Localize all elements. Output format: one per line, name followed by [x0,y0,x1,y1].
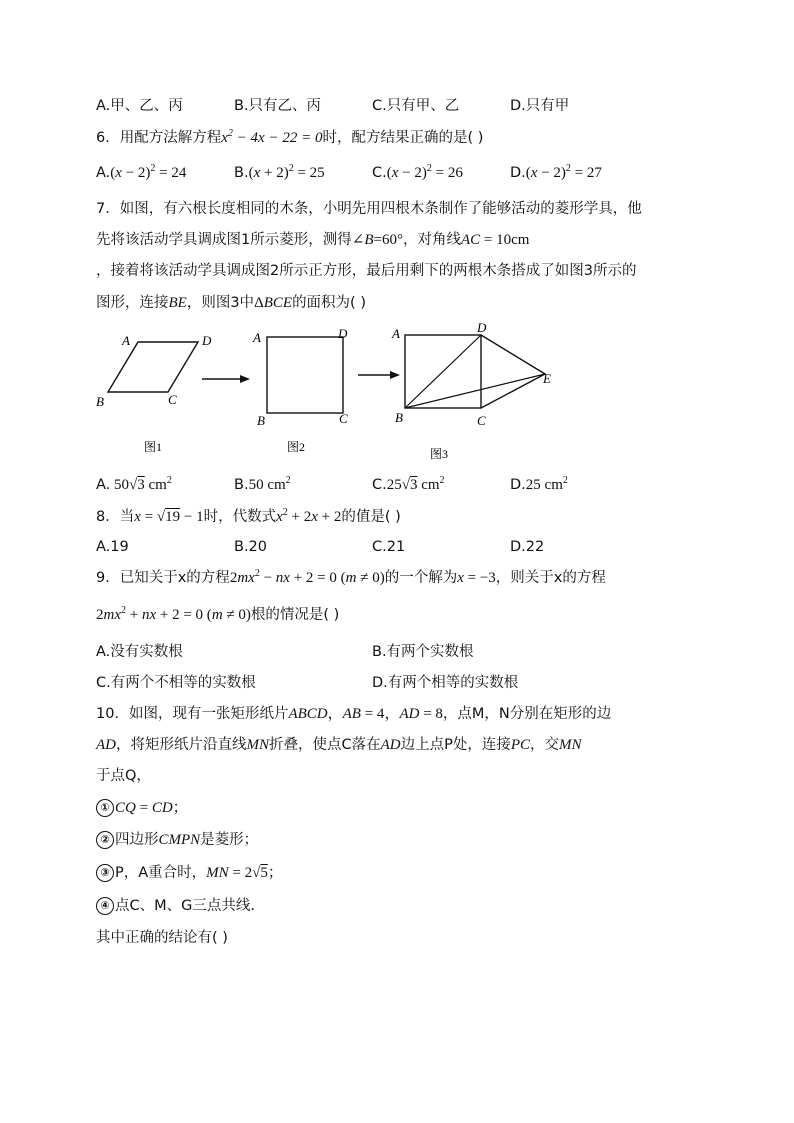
fig3-label-b: B [395,410,403,425]
q6-equation: $x^2 - 4x - 22 = 0$ [221,128,323,146]
fig3-diagonal-bd [405,335,481,408]
q6-suffix: 时，配方结果正确的是( ) [322,130,484,146]
fig2-label-d: D [338,326,348,341]
q9-line1: 9．已知关于x的方程$2mx^2$ − nx + 2 = 0 (m ≠ 0)的一个解为x = −3，则关于x的方程 [96,568,606,586]
q6-option-d: $D.(x - 2)^2 = 27$ [510,163,602,181]
fig3-label-a: A [392,326,400,341]
q8-option-b: B.20 [234,539,268,555]
fig2-square [267,337,343,413]
fig2-label-c: C [339,411,348,426]
q6-stem [96,128,483,148]
q8-option-c: C.21 [372,539,406,555]
q9-option-c: C.有两个不相等的实数根 [96,675,256,691]
q7-option-c: C.25√3 $cm^2$ [372,475,445,493]
q9-line2: $2mx^2$ + nx + 2 = 0 (m ≠ 0)根的情况是( ) [96,605,340,623]
q10-line1: 10．如图，现有一张矩形纸片ABCD，AB = 4，AD = 8，点M，N分别在矩形的边 [96,706,612,722]
q6-option-a: $A.(x - 2)^2 = 24$ [96,163,187,181]
fig3-label-d: D [477,320,487,335]
q10-final: 其中正确的结论有( ) [96,930,228,946]
q8-option-a: A.19 [96,539,129,555]
q7-option-a: A. 50√3 $cm^2$ [96,475,172,493]
q10-conclusion-2: ② 四边形CMPN是菱形； [96,830,258,850]
q7-option-b: B.50 $cm^2$ [234,475,291,493]
q8-stem: 8．当x = √19 − 1时，代数式$x^2 + 2x + 2$的值是( ) [96,507,401,525]
q8-option-d: D.22 [510,539,545,555]
q9-option-d: D.有两个相等的实数根 [372,675,519,691]
q9-option-b: B.有两个实数根 [372,644,474,660]
q7-line2: 先将该活动学具调成图1所示菱形，测得∠B=60°，对角线AC = 10cm [96,232,530,248]
q6-option-c: $C.(x - 2)^2 = 26$ [372,163,463,181]
fig3-label-e: E [543,371,551,386]
arrow-1-head [240,375,250,383]
arrow-2-head [390,371,400,379]
q7-line3: ，接着将该活动学具调成图2所示正方形，最后用剩下的两根木条搭成了如图3所示的 [96,263,637,279]
fig2-label-a: A [253,330,261,345]
fig1-label-a: A [122,333,130,348]
q5-option-a: A.甲、乙、丙 [96,98,183,114]
q6-option-b: $B.(x + 2)^2 = 25$ [234,163,325,181]
q7-option-d: D.25 $cm^2$ [510,475,568,493]
q7-line1: 7．如图，有六根长度相同的木条，小明先用四根木条制作了能够活动的菱形学具，他 [96,201,642,217]
fig2-caption: 图2 [287,440,306,454]
q10-conclusion-1: ① CQ = CD； [96,798,188,818]
q10-line2: AD，将矩形纸片沿直线MN折叠，使点C落在AD边上点P处，连接PC，交MN [96,737,582,753]
q10-line3: 于点Q， [96,768,151,784]
fig1-label-d: D [202,333,212,348]
q5-option-d: D.只有甲 [510,98,570,114]
q7-figures [90,320,570,465]
fig1-label-b: B [96,394,104,409]
q10-conclusion-4: ④ 点C、M、G三点共线. [96,896,255,916]
fig1-caption: 图1 [144,440,163,454]
q10-conclusion-3: ③ P，A重合时，MN = 2√5； [96,863,283,883]
fig2-label-b: B [257,413,265,428]
fig1-label-c: C [168,392,177,407]
fig3-caption: 图3 [430,447,449,461]
q5-option-c: C.只有甲、乙 [372,98,460,114]
fig3-label-c: C [477,413,486,428]
fig1-rhombus [108,342,198,392]
q6-prefix: 6．用配方法解方程 [96,130,222,146]
fig3-triangle [481,335,545,408]
q7-line4: 图形，连接BE，则图3中ΔBCE的面积为( ) [96,295,366,311]
q9-option-a: A.没有实数根 [96,644,183,660]
q5-option-b: B.只有乙、丙 [234,98,322,114]
fig3-segment-be [405,374,545,408]
